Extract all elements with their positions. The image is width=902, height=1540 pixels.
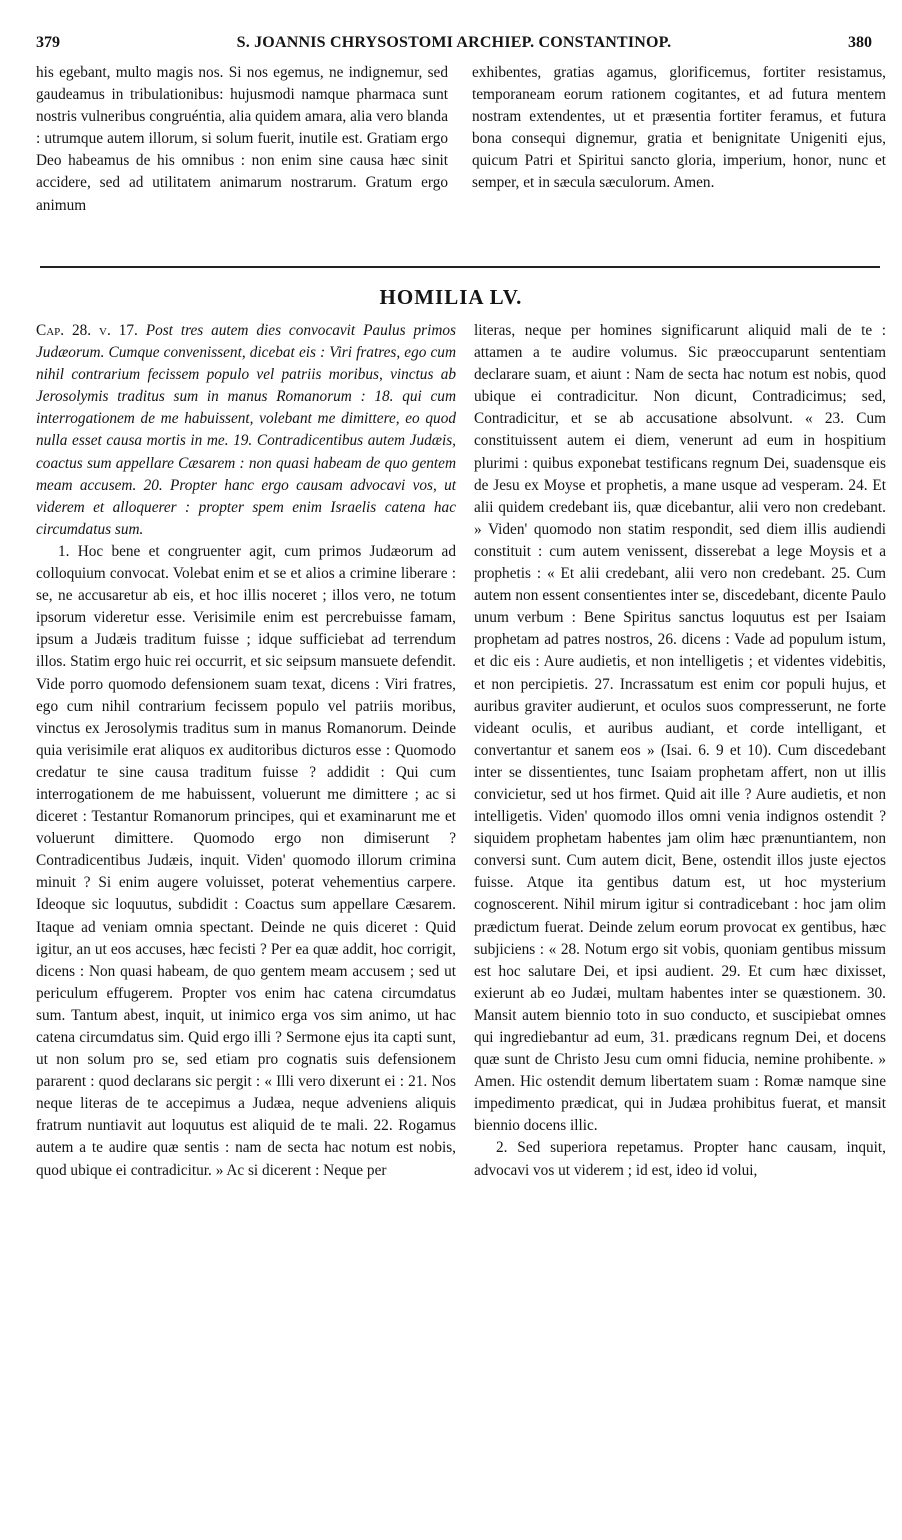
- chapter-reference: Cap. 28. v. 17.: [36, 322, 138, 339]
- body-right-column: [474, 320, 886, 1182]
- paragraph-continued: literas, neque per homines significarunt aliquid mali de te : attamen a te audire volumus. Sic præoccuparunt sententiam declarare suam, et aiunt : Nam de secta hac notum est nobis, quod ubique ei contradicitur. Non dicunt, Contradicimus; sed, Contradicitur, et se ab accusatione absolvunt. « 23. Cum constituissent autem ei diem, venerunt ad eum in hospitium plurimi : quibus exponebat testificans regnum Dei, suadensque eis de Jesu ex Moyse et prophetis, a mane usque ad vesperam. 24. Et alii quidem credebant iis, quæ dicebantur, alii vero non credebant. » Viden' quomodo non statim respondit, sed diem illis audiendi constituit : cum autem venissent, disserebat a lege Moysis et a prophetis : « Et alii credebant, alii vero non credebant. 25. Cum autem non essent consentientes inter se, discedebant, dicente Paulo unum verbum : Bene Spiritus sanctus loquutus est per Isaiam prophetam ad patres nostros, 26. dicens : Vade ad populum istum, et dic eis : Aure audietis, et non intelligetis ; et videntes videbitis, et non percipietis. 27. Incrassatum est enim cor populi hujus, et auribus graviter audierunt, et oculos suos compresserunt, ne forte videant oculis, et auribus audiant, et corde intelligant, et convertantur et sanem eos » (Isai. 6. 9 et 10). Cum discedebant inter se dissentientes, tunc Isaiam prophetam affert, non ut illis convicietur, sed ut hos firmet. Quid ait ille ? Aure audietis, et non intelligetis. Viden' quomodo illos omni venia indignos ostendit ? siquidem prophetam habentes jam olim hæc prænuntiantem, non conversi sunt. Cum autem dicit, Bene, ostendit illos juste ejectos fuisse. Atque ita gentibus datum est, ut hoc mysterium cognoscerent. Nihil mirum igitur si contradicebant : hoc jam olim prædictum fuerat. Deinde zelum eorum provocat ex gentibus, hæc subjiciens : « 28. Notum ergo sit vobis, quoniam gentibus missum est hoc salutare Dei, et ipsi audient. 29. Et cum hæc dixisset, exierunt ab eo Judæi, multam habentes inter se quæstionem. 30. Mansit autem biennio toto in suo conducto, et suscipiebat omnes qui ingrediebantur ad eum, 31. prædicans regnum Dei, et docens quæ sunt de Christo Jesu cum omni fiducia, nemine prohibente. » Amen. Hic ostendit demum libertatem suam : Romæ namque sine impedimento prædicat, qui in Judæa prohibitus fuerat, et mansit biennio docens illic.: [474, 322, 886, 1135]
- paragraph-1: 1. Hoc bene et congruenter agit, cum primos Judæorum ad colloquium convocat. Volebat enim et se et alios a crimine liberare : se, ne accusaretur ab eis, et hoc illis noceret ; illos vero, ne totum ipsorum videretur esse. Verisimile enim est percrebuisse famam, ipsum a Judæis traditum fuisse ; idque sufficiebat ad terrendum illos. Statim ergo huic rei occurrit, et sic seipsum mansuete defendit. Vide porro quomodo defensionem suam texat, dicens : Viri fratres, ego cum nihil contrarium fecissem populo vel patriis moribus, vinctus ex Jerosolymis traditus sum in manus Romanorum. Deinde quia verisimile erat aliquos ex auditoribus dicturos esse : Quomodo credatur te sine causa traditum fuisse ? addidit : Qui cum interrogationem de me habuissent, voluerunt me dimittere ; ac si diceret : Testantur Romanorum principes, qui et examinarunt me et voluerunt dimittere. Quomodo ergo non dimiserunt ? Contradicentibus Judæis, inquit. Viden' quomodo illorum crimina minuit ? Si enim augere voluisset, poterat vehementius carpere. Ideoque sic loquutus, subdidit : Coactus sum appellare Cæsarem. Itaque ad veniam omnia spectant. Deinde ne quis diceret : Quid igitur, an ut eos accuses, hæc fecisti ? Per ea quæ addit, hoc corrigit, dicens : Non quasi habeam, de quo gentem meam accusem ; sed ut periculum effugerem. Propter vos enim hac catena circumdatus sum. Tantum abest, inquit, ut inimico erga vos sim animo, ut hac catena circumdatus sim. Quid ergo illi ? Sermone ejus ita capti sunt, ut non solum pro se, sed etiam pro cognatis suis defensionem pararent : quod declarans sic pergit : « Illi vero dixerunt ei : 21. Nos neque literas de te accepimus a Judæa, neque adveniens aliquis fratrum nuntiavit aut loquutus est aliquid de te mali. 22. Rogamus autem a te audire quæ sentis : nam de secta hac notum est nobis, quod ubique ei contradicitur. » Ac si dicerent : Neque per: [36, 542, 456, 1179]
- paragraph-2: 2. Sed superiora repetamus. Propter hanc causam, inquit, advocavi vos ut viderem ; id est, ideo id volui,: [474, 1139, 886, 1179]
- top-left-column: [36, 62, 448, 217]
- running-head: [36, 34, 872, 58]
- page-number-right: 380: [848, 34, 872, 51]
- scripture-text: Post tres autem dies convocavit Paulus primos Judæorum. Cumque convenissent, dicebat eis : Viri fratres, ego cum nihil contrarium fecissem populo vel patriis moribus, vinctus ab Jerosolymis traditus sum in manus Romanorum : 18. qui cum interrogationem de me habuissent, volebant me dimittere, eo quod nulla esset causa mortis in me. 19. Contradicentibus autem Judæis, coactus sum appellare Cæsarem : non quasi habeam de quo gentem meam accusem. 20. Propter hanc ergo causam advocavi vos, ut viderem et alloquerer : propter spem enim Israelis catena hac circumdatus sum.: [36, 322, 456, 538]
- section-divider: [40, 266, 880, 268]
- top-left-text: his egebant, multo magis nos. Si nos egemus, ne indignemur, sed gaudeamus in tribulationibus: hujusmodi namque pharmaca sunt nostris vulneribus congruéntia, alia quidem amara, alia vero blanda : utrumque autem illorum, si solum fuerit, inutile est. Gratiam ergo Deo habeamus de his omnibus : non enim sine causa hæc sinit accidere, sed ad utilitatem animarum nostrarum. Gratum ergo animum: [36, 64, 448, 214]
- running-title: S. JOANNIS CHRYSOSTOMI ARCHIEP. CONSTANTINOP.: [236, 34, 672, 51]
- homily-title: HOMILIA LV.: [379, 285, 523, 309]
- body-left-column: [36, 320, 456, 1182]
- page-number-left: 379: [36, 34, 60, 51]
- scripture-block: [36, 320, 456, 541]
- top-right-column: [472, 62, 886, 195]
- top-right-text: exhibentes, gratias agamus, glorificemus, fortiter resistamus, temporaneam eorum rationem cogitantes, et ad futura mentem nostram extendentes, ut et præsentia fortiter feramus, et futura bona consequi dignemur, gratia et benignitate Unigeniti ejus, quicum Patri et Spiritui sancto gloria, imperium, honor, nunc et semper, et in sæcula sæculorum. Amen.: [472, 64, 886, 192]
